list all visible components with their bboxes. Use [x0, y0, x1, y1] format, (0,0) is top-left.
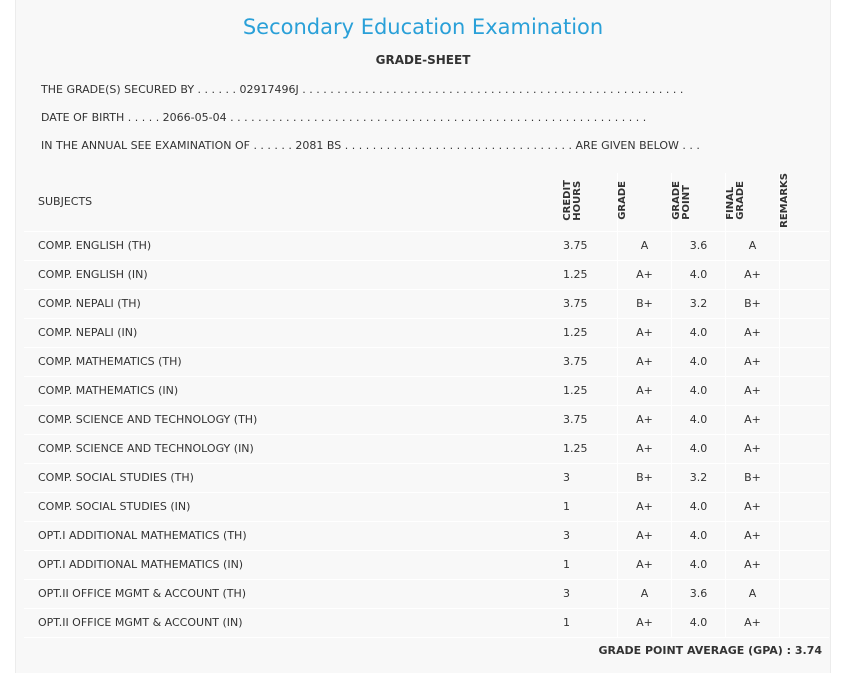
page-subtitle: GRADE-SHEET — [375, 53, 471, 67]
table-row — [24, 260, 829, 289]
subject-cell: COMP. MATHEMATICS (IN) — [24, 376, 555, 405]
final-grade-cell: A+ — [726, 260, 780, 289]
credit-hours-cell: 1.25 — [555, 376, 618, 405]
table-header-row — [24, 173, 829, 231]
subject-cell: COMP. SCIENCE AND TECHNOLOGY (TH) — [24, 405, 555, 434]
table-row — [24, 434, 829, 463]
grade-cell: B+ — [618, 463, 672, 492]
table-row — [24, 521, 829, 550]
grade-point-cell: 4.0 — [672, 550, 726, 579]
remarks-cell — [780, 463, 830, 492]
grade-cell: A — [618, 231, 672, 260]
remarks-cell — [780, 434, 830, 463]
grade-point-cell: 4.0 — [672, 260, 726, 289]
header-grade: GRADE — [618, 173, 672, 231]
grade-point-cell: 4.0 — [672, 608, 726, 637]
subject-cell: COMP. NEPALI (IN) — [24, 318, 555, 347]
grade-cell: A+ — [618, 347, 672, 376]
credit-hours-cell: 1.25 — [555, 434, 618, 463]
grade-cell: B+ — [618, 289, 672, 318]
table-row — [24, 492, 829, 521]
subject-cell: COMP. SOCIAL STUDIES (IN) — [24, 492, 555, 521]
table-row — [24, 579, 829, 608]
remarks-cell — [780, 405, 830, 434]
final-grade-cell: A+ — [726, 550, 780, 579]
grade-point-cell: 4.0 — [672, 492, 726, 521]
grade-point-cell: 4.0 — [672, 434, 726, 463]
final-grade-cell: A+ — [726, 376, 780, 405]
final-grade-cell: A — [726, 579, 780, 608]
header-final-grade: FINAL GRADE — [726, 173, 780, 231]
grade-point-cell: 3.2 — [672, 463, 726, 492]
header-credit-hours: CREDIT HOURS — [555, 173, 618, 231]
final-grade-cell: A+ — [726, 347, 780, 376]
grade-cell: A+ — [618, 376, 672, 405]
grade-cell: A+ — [618, 405, 672, 434]
credit-hours-cell: 1 — [555, 492, 618, 521]
info-exam-year: IN THE ANNUAL SEE EXAMINATION OF . . . . . . 2081 BS . . . . . . . . . . . . . . . . . . . . . . . . . . . . . . . . . ARE GIVEN BELOW . . . — [41, 139, 700, 152]
remarks-cell — [780, 376, 830, 405]
grade-point-cell: 3.6 — [672, 579, 726, 608]
remarks-cell — [780, 260, 830, 289]
grade-point-cell: 4.0 — [672, 405, 726, 434]
remarks-cell — [780, 550, 830, 579]
grade-cell: A+ — [618, 318, 672, 347]
header-remarks: REMARKS — [780, 173, 830, 231]
table-row — [24, 463, 829, 492]
table-row — [24, 376, 829, 405]
grade-cell: A+ — [618, 260, 672, 289]
credit-hours-cell: 1 — [555, 550, 618, 579]
info-symbol-number: THE GRADE(S) SECURED BY . . . . . . 02917496J . . . . . . . . . . . . . . . . . . . . . . . . . . . . . . . . . . . . . . . . . . . . . . . . . . . . . . . — [41, 83, 684, 96]
grade-point-cell: 4.0 — [672, 376, 726, 405]
grade-sheet — [15, 0, 831, 673]
gpa-summary: GRADE POINT AVERAGE (GPA) : 3.74 — [598, 644, 822, 657]
final-grade-cell: A+ — [726, 608, 780, 637]
final-grade-cell: A — [726, 231, 780, 260]
remarks-cell — [780, 579, 830, 608]
table-row — [24, 550, 829, 579]
header-subjects: SUBJECTS — [24, 173, 555, 231]
grade-point-cell: 4.0 — [672, 318, 726, 347]
table-row — [24, 289, 829, 318]
final-grade-cell: B+ — [726, 289, 780, 318]
remarks-cell — [780, 608, 830, 637]
remarks-cell — [780, 492, 830, 521]
subject-cell: COMP. SOCIAL STUDIES (TH) — [24, 463, 555, 492]
table-row — [24, 608, 829, 637]
subject-cell: OPT.I ADDITIONAL MATHEMATICS (IN) — [24, 550, 555, 579]
credit-hours-cell: 3.75 — [555, 405, 618, 434]
grade-point-cell: 4.0 — [672, 347, 726, 376]
credit-hours-cell: 3.75 — [555, 347, 618, 376]
grade-cell: A+ — [618, 492, 672, 521]
table-row — [24, 405, 829, 434]
credit-hours-cell: 3 — [555, 463, 618, 492]
remarks-cell — [780, 521, 830, 550]
table-row — [24, 347, 829, 376]
remarks-cell — [780, 318, 830, 347]
subject-cell: COMP. MATHEMATICS (TH) — [24, 347, 555, 376]
table-row — [24, 231, 829, 260]
grade-cell: A — [618, 579, 672, 608]
subject-cell: COMP. ENGLISH (TH) — [24, 231, 555, 260]
info-date-of-birth: DATE OF BIRTH . . . . . 2066-05-04 . . . . . . . . . . . . . . . . . . . . . . . . . . . . . . . . . . . . . . . . . . . . . . . . . . . . . . . . . . . . — [41, 111, 647, 124]
remarks-cell — [780, 289, 830, 318]
final-grade-cell: A+ — [726, 492, 780, 521]
remarks-cell — [780, 231, 830, 260]
grade-cell: A+ — [618, 521, 672, 550]
grade-point-cell: 4.0 — [672, 521, 726, 550]
subject-cell: COMP. SCIENCE AND TECHNOLOGY (IN) — [24, 434, 555, 463]
grade-cell: A+ — [618, 550, 672, 579]
subject-cell: COMP. ENGLISH (IN) — [24, 260, 555, 289]
grade-point-cell: 3.6 — [672, 231, 726, 260]
subject-cell: OPT.II OFFICE MGMT & ACCOUNT (TH) — [24, 579, 555, 608]
grade-cell: A+ — [618, 434, 672, 463]
credit-hours-cell: 1.25 — [555, 260, 618, 289]
credit-hours-cell: 1 — [555, 608, 618, 637]
final-grade-cell: A+ — [726, 405, 780, 434]
page-title: Secondary Education Examination — [242, 15, 604, 39]
final-grade-cell: A+ — [726, 521, 780, 550]
grade-cell: A+ — [618, 608, 672, 637]
subject-cell: OPT.I ADDITIONAL MATHEMATICS (TH) — [24, 521, 555, 550]
final-grade-cell: A+ — [726, 318, 780, 347]
credit-hours-cell: 3 — [555, 579, 618, 608]
credit-hours-cell: 3.75 — [555, 231, 618, 260]
grade-point-cell: 3.2 — [672, 289, 726, 318]
grades-table — [24, 173, 829, 638]
credit-hours-cell: 3.75 — [555, 289, 618, 318]
remarks-cell — [780, 347, 830, 376]
final-grade-cell: A+ — [726, 434, 780, 463]
credit-hours-cell: 1.25 — [555, 318, 618, 347]
table-row — [24, 318, 829, 347]
credit-hours-cell: 3 — [555, 521, 618, 550]
header-grade-point: GRADE POINT — [672, 173, 726, 231]
subject-cell: OPT.II OFFICE MGMT & ACCOUNT (IN) — [24, 608, 555, 637]
final-grade-cell: B+ — [726, 463, 780, 492]
subject-cell: COMP. NEPALI (TH) — [24, 289, 555, 318]
